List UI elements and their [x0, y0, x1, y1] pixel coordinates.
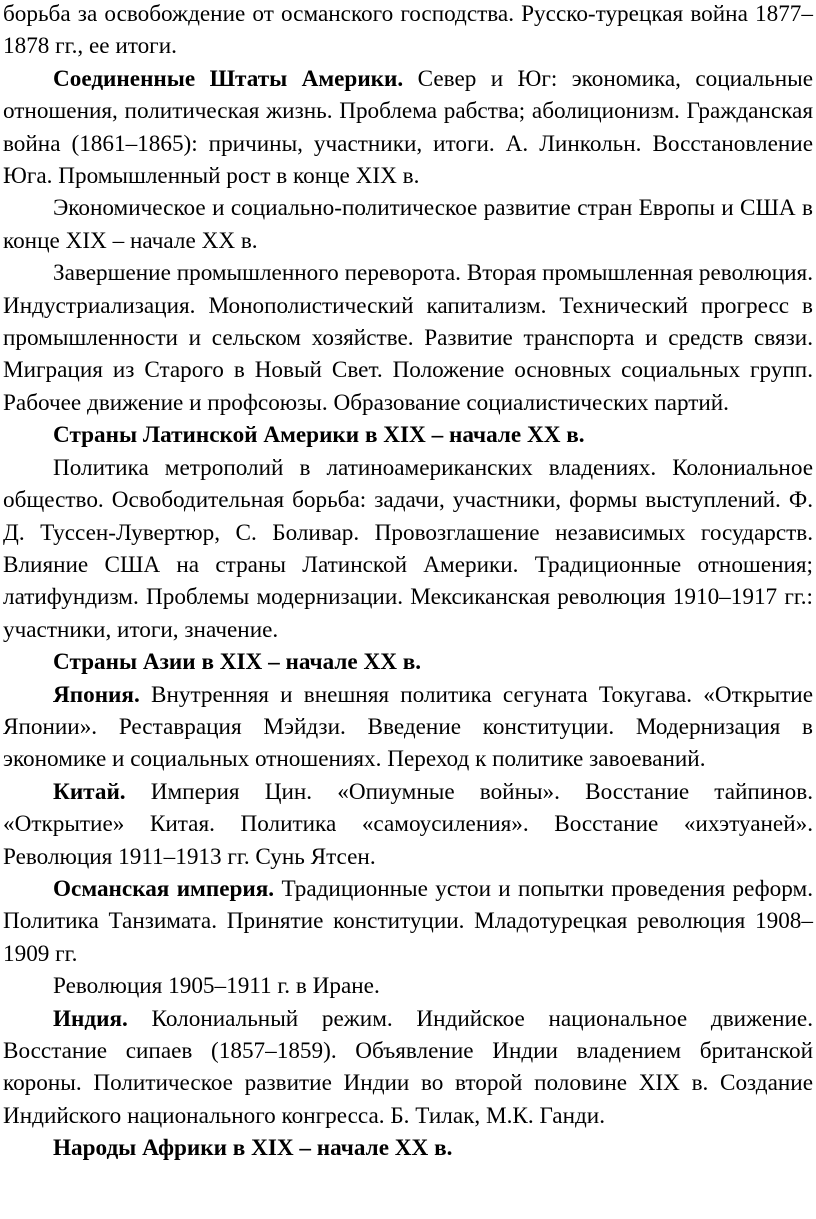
section-heading-usa: Соединенные Штаты Америки.	[53, 65, 404, 92]
paragraph-text: Завершение промышленного переворота. Вторая промышленная революция. Индустриализация. Монополистический капитализм. Технический прогресс в промышленности и сельском хозяйстве. Развитие транспорта и средств связи. Миграция из Старого в Новый Свет. Положение основных социальных групп. Рабочее движение и профсоюзы. Образование социалистических партий.	[3, 260, 813, 416]
paragraph-balkans-continuation	[3, 0, 813, 63]
paragraph-text: Традиционные устои и попытки проведения реформ. Политика Танзимата. Принятие конституции. Младотурецкая революция 1908–1909 гг.	[3, 875, 813, 967]
paragraph-latin-america	[3, 452, 813, 646]
subheading-india: Индия.	[53, 1005, 128, 1032]
heading-asia	[3, 646, 813, 678]
section-heading-latin-america: Страны Латинской Америки в XIX – начале XX в.	[53, 422, 585, 449]
section-heading-asia: Страны Азии в XIX – начале XX в.	[53, 649, 422, 676]
paragraph-text: Экономическое и социально-политическое развитие стран Европы и США в конце XIX – начале XX в.	[3, 195, 813, 254]
paragraph-iran	[3, 970, 813, 1002]
section-heading-africa: Народы Африки в XIX – начале XX в.	[53, 1135, 453, 1162]
paragraph-text: Внутренняя и внешняя политика сегуната Токугава. «Открытие Японии». Реставрация Мэйдзи. Введение конституции. Модернизация в экономике и социальных отношениях. Переход к политике завоеваний.	[3, 681, 813, 773]
paragraph-china	[3, 776, 813, 873]
paragraph-text: Политика метрополий в латиноамериканских владениях. Колониальное общество. Освободительная борьба: задачи, участники, формы выступлений. Ф. Д. Туссен-Лувертюр, С. Боливар. Провозглашение независимых государств. Влияние США на страны Латинской Америки. Традиционные отношения; латифундизм. Проблемы модернизации. Мексиканская революция 1910–1917 гг.: участники, итоги, значение.	[3, 454, 813, 643]
paragraph-text: Революция 1905–1911 г. в Иране.	[53, 973, 380, 1000]
heading-latin-america	[3, 419, 813, 451]
paragraph-text: борьба за освобождение от османского господства. Русско-турецкая война 1877–1878 гг., ее итоги.	[3, 1, 813, 60]
paragraph-ottoman-empire	[3, 873, 813, 970]
paragraph-industrial-revolution	[3, 257, 813, 419]
subheading-ottoman-empire: Османская империя.	[53, 875, 275, 902]
paragraph-usa	[3, 63, 813, 193]
paragraph-text: Север и Юг: экономика, социальные отношения, политическая жизнь. Проблема рабства; аболиционизм. Гражданская война (1861–1865): причины, участники, итоги. А. Линкольн. Восстановление Юга. Промышленный рост в конце XIX в.	[3, 65, 813, 190]
paragraph-text: Колониальный режим. Индийское национальное движение. Восстание сипаев (1857–1859). Объявление Индии владением британской короны. Политическое развитие Индии во второй половине XIX в. Создание Индийского национального конгресса. Б. Тилак, М.К. Ганди.	[3, 1005, 813, 1129]
heading-africa	[3, 1132, 813, 1164]
paragraph-text: Империя Цин. «Опиумные войны». Восстание тайпинов. «Открытие» Китая. Политика «самоусиления». Восстание «ихэтуаней». Революция 1911–1913 гг. Сунь Ятсен.	[3, 778, 813, 870]
paragraph-japan	[3, 679, 813, 776]
subheading-japan: Япония.	[53, 681, 140, 708]
paragraph-india	[3, 1003, 813, 1133]
subheading-china: Китай.	[53, 778, 126, 805]
paragraph-europe-usa-development	[3, 192, 813, 257]
